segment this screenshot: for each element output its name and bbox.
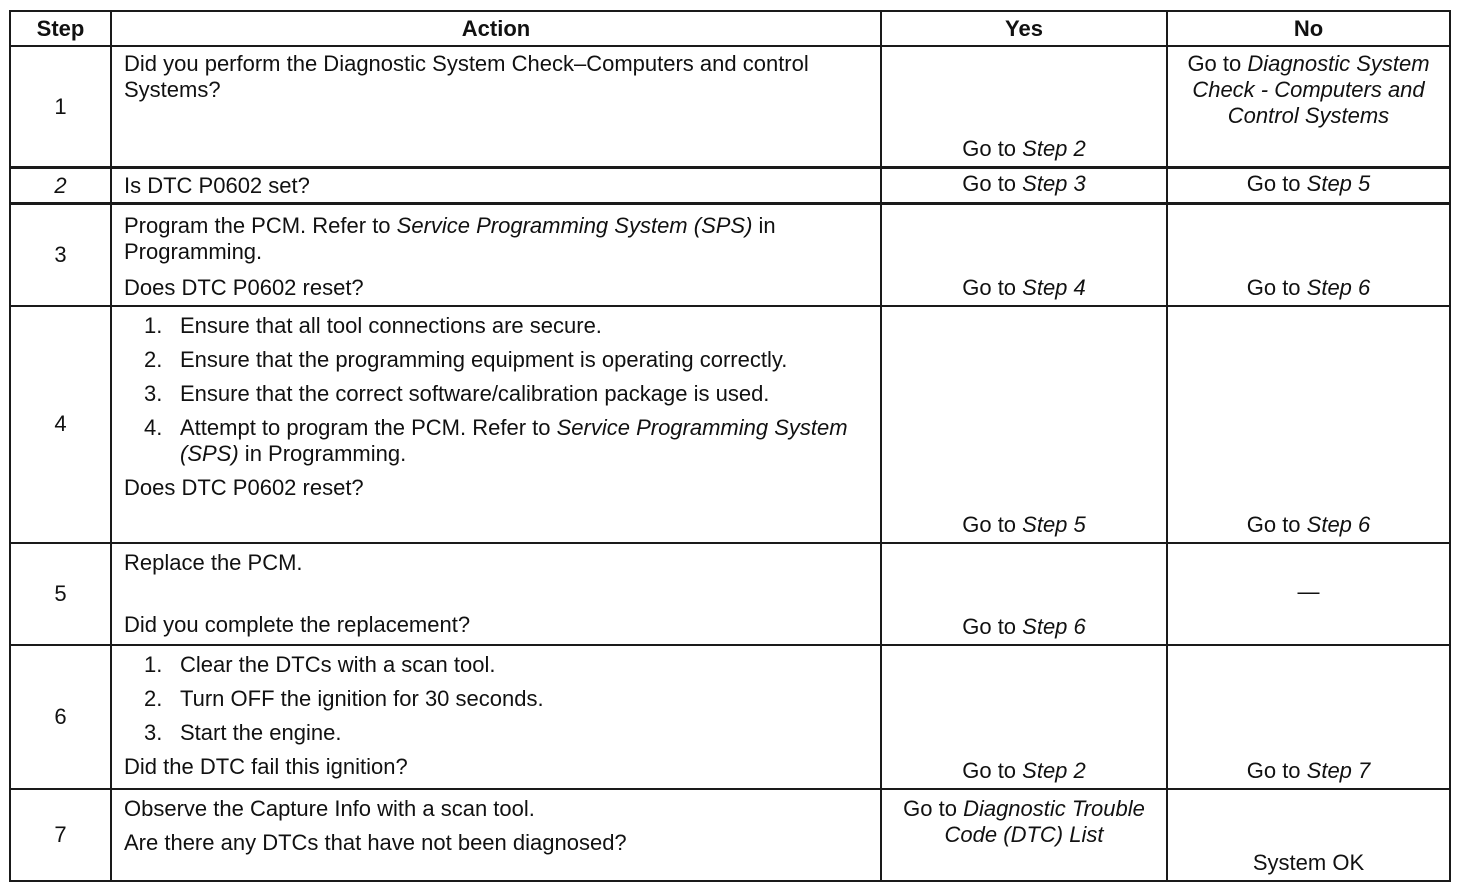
action-instruction: Observe the Capture Info with a scan tool. [124,795,535,821]
step-number: 5 [10,543,111,645]
action-cell [111,168,881,204]
no-cell [1167,306,1450,543]
no-link[interactable]: Step 5 [1306,170,1371,196]
list-item: 2. Ensure that the programming equipment is operating correctly. [144,346,788,372]
instruction-suffix: in Programming. [124,213,776,265]
action-question: Did the DTC fail this ignition? [124,754,408,780]
table-row [10,789,1450,881]
yes-prefix: Go to [903,795,964,821]
yes-prefix: Go to [962,136,1023,162]
action-question: Does DTC P0602 reset? [124,275,364,301]
no-prefix: Go to [1187,51,1248,77]
no-cell [1167,168,1450,204]
table-row [10,306,1450,543]
list-item-text: Start the engine. [180,720,342,746]
action-question: Did you perform the Diagnostic System Check–Computers and control Systems? [124,51,809,103]
yes-prefix: Go to [962,614,1023,640]
yes-cell [881,789,1167,881]
no-cell [1167,789,1450,881]
no-cell [1167,645,1450,788]
no-cell [1167,46,1450,167]
list-item-text: Ensure that all tool connections are secure. [180,312,602,338]
yes-prefix: Go to [962,511,1023,537]
header-no: No [1167,11,1450,46]
list-item: 4. Attempt to program the PCM. Refer to Service Programming System (SPS) in Programming. [144,414,848,466]
yes-prefix: Go to [962,757,1023,783]
list-item-text: Ensure that the programming equipment is operating correctly. [180,346,788,372]
yes-cell [881,204,1167,306]
list-item-text: Turn OFF the ignition for 30 seconds. [180,686,544,712]
action-cell [111,306,881,543]
yes-cell [881,543,1167,645]
action-instruction: Replace the PCM. [124,549,303,575]
table-row [10,46,1450,167]
yes-link[interactable]: Step 5 [1022,511,1086,537]
yes-link[interactable]: Diagnostic Trouble Code (DTC) List [944,795,1145,847]
yes-cell [881,168,1167,204]
no-prefix: Go to [1246,274,1307,300]
instruction-list [124,313,868,467]
list-item: 1. Clear the DTCs with a scan tool. [144,652,496,678]
no-link[interactable]: Step 6 [1306,274,1371,300]
step-number: 6 [10,645,111,788]
list-item-text: Ensure that the correct software/calibration package is used. [180,380,770,406]
yes-link[interactable]: Step 2 [1022,757,1086,783]
action-cell [111,46,881,167]
header-row [10,11,1450,46]
list-item: 2. Turn OFF the ignition for 30 seconds. [144,686,544,712]
yes-link[interactable]: Step 3 [1022,170,1086,196]
yes-link[interactable]: Step 4 [1022,274,1086,300]
step-number: 2 [10,168,111,204]
no-cell [1167,543,1450,645]
yes-cell [881,306,1167,543]
no-prefix: Go to [1246,170,1307,196]
instruction-list [124,652,868,746]
yes-prefix: Go to [962,274,1023,300]
list-item: 3. Start the engine. [144,720,342,746]
list-item: 1. Ensure that all tool connections are secure. [144,312,602,338]
action-question: Are there any DTCs that have not been diagnosed? [124,829,627,855]
yes-cell [881,645,1167,788]
reference-link[interactable]: Service Programming System (SPS) [180,414,848,466]
no-prefix: Go to [1246,757,1307,783]
step-number: 1 [10,46,111,167]
step-number: 3 [10,204,111,306]
yes-cell [881,46,1167,167]
action-instruction [124,209,868,265]
action-cell [111,789,881,881]
table-row [10,204,1450,306]
yes-prefix: Go to [962,170,1023,196]
action-question: Is DTC P0602 set? [124,172,310,198]
list-item-text: Clear the DTCs with a scan tool. [180,652,496,678]
header-yes: Yes [881,11,1167,46]
action-cell [111,645,881,788]
no-status: System OK [1252,850,1365,875]
header-step: Step [10,11,111,46]
list-item-suffix: in Programming. [238,440,407,466]
no-dash: — [1297,578,1320,604]
table-row [10,168,1450,204]
reference-link[interactable]: Service Programming System (SPS) [396,213,753,239]
yes-link[interactable]: Step 2 [1022,136,1086,162]
no-cell [1167,204,1450,306]
diagnostic-table [9,10,1451,882]
step-number: 4 [10,306,111,543]
instruction-prefix: Program the PCM. Refer to [124,213,397,239]
action-question: Did you complete the replacement? [124,611,471,637]
table-row [10,543,1450,645]
no-link[interactable]: Diagnostic System Check - Computers and Control Systems [1192,51,1430,129]
list-item-prefix: Attempt to program the PCM. Refer to [180,414,557,440]
table-row [10,645,1450,788]
step-number: 7 [10,789,111,881]
no-link[interactable]: Step 7 [1306,757,1371,783]
header-action: Action [111,11,881,46]
action-question: Does DTC P0602 reset? [124,474,364,500]
no-prefix: Go to [1246,511,1307,537]
action-cell [111,543,881,645]
yes-link[interactable]: Step 6 [1022,614,1086,640]
no-link[interactable]: Step 6 [1306,511,1371,537]
list-item: 3. Ensure that the correct software/calibration package is used. [144,380,770,406]
action-cell [111,204,881,306]
